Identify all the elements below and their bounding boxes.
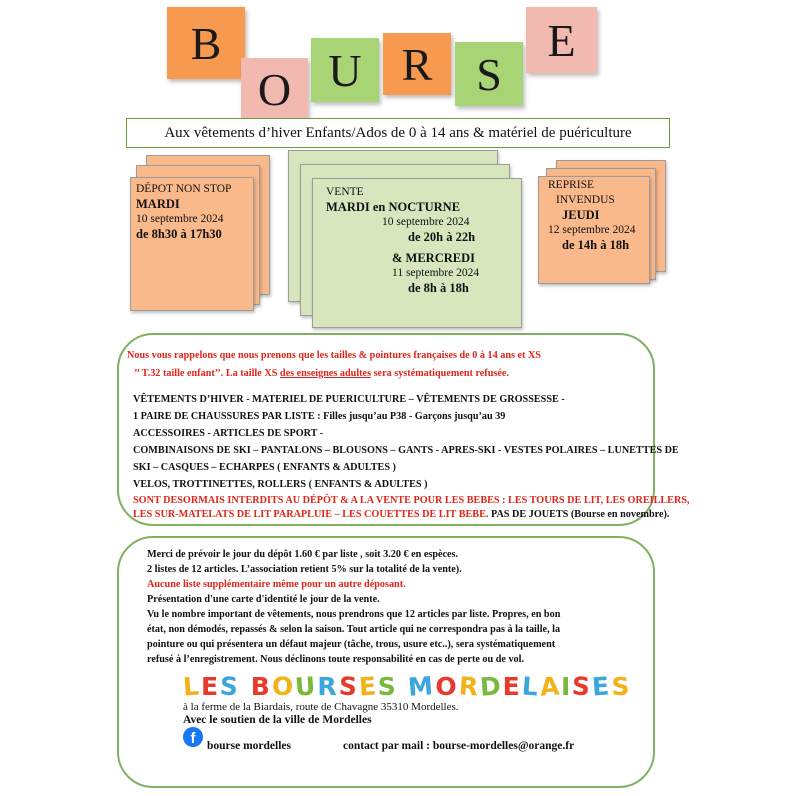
vente-label: VENTE <box>326 186 364 198</box>
rules-line3: ACCESSOIRES - ARTICLES DE SPORT - <box>133 428 324 439</box>
vente-text <box>326 185 516 296</box>
rules-line8-forbidden: LES SUR-MATELATS DE LIT PARAPLUIE – LES COUETTES DE LIT BEBE. <box>133 509 489 520</box>
logo-letter: S <box>219 671 242 702</box>
contact-email[interactable]: contact par mail : bourse-mordelles@orange.fr <box>343 740 575 752</box>
subtitle-text: Aux vêtements d’hiver Enfants/Ados de 0 à 14 ans & matériel de puériculture <box>164 124 632 141</box>
logo-letter: U <box>294 671 319 702</box>
logo-letter: R <box>317 672 339 701</box>
rules-line8-toys: PAS DE JOUETS (Bourse en novembre). <box>488 509 670 520</box>
rules-warning-underlined: des enseignes adultes <box>279 368 372 379</box>
logo-letter: D <box>478 671 504 702</box>
rules-line7: SONT DESORMAIS INTERDITS AU DÉPÔT & A LA VENTE POUR LES BEBES : LES TOURS DE LIT, LES OREILLERS, <box>133 495 690 506</box>
footer-support: Avec le soutien de la ville de Mordelles <box>183 714 372 726</box>
depot-date: 10 septembre 2024 <box>136 213 224 225</box>
logo-letter: E <box>357 671 379 702</box>
rules-line8 <box>133 509 669 521</box>
logo-letter: L <box>182 671 202 702</box>
rules-warning-line2 <box>134 368 509 380</box>
conditions-line1: Merci de prévoir le jour du dépôt 1.60 € par liste , soit 3.20 € en espèces. <box>147 549 459 560</box>
reprise-date: 12 septembre 2024 <box>548 224 636 236</box>
logo-letter: S <box>611 672 632 701</box>
conditions-line8: refusé à l’enregistrement. Nous déclinons toute responsabilité en cas de perte ou de vol. <box>147 654 525 665</box>
bourses-mordelaises-logo <box>183 672 631 701</box>
rules-line6: VELOS, TROTTINETTES, ROLLERS ( ENFANTS & ADULTES ) <box>133 479 428 490</box>
logo-letter: E <box>200 672 221 701</box>
rules-line1: VÊTEMENTS D’HIVER - MATERIEL DE PUERICULTURE – VÊTEMENTS DE GROSSESSE - <box>133 394 565 405</box>
facebook-glyph: f <box>190 730 196 747</box>
reprise-hours: de 14h à 18h <box>562 238 630 252</box>
logo-letter: E <box>591 671 613 702</box>
rules-warning-line1: Nous vous rappelons que nous prenons que les tailles & pointures françaises de 0 à 14 ans et XS <box>127 350 541 361</box>
rules-line4: COMBINAISONS DE SKI – PANTALONS – BLOUSONS – GANTS - APRES-SKI - VESTES POLAIRES – LUNETTES DE <box>133 445 679 456</box>
logo-letter: I <box>561 672 573 701</box>
vente-date2: 11 septembre 2024 <box>392 267 480 279</box>
subtitle-banner <box>126 118 670 148</box>
logo-letter: O <box>270 671 297 702</box>
conditions-line6: état, non démodés, repassés & selon la saison. Tout article qui ne correspondra pas à la taille, la <box>147 624 561 635</box>
logo-letter: S <box>571 671 594 702</box>
facebook-link[interactable]: bourse mordelles <box>207 740 292 752</box>
title-letter-u: U <box>311 38 379 102</box>
logo-letter: E <box>502 672 522 701</box>
reprise-day: JEUDI <box>562 208 600 222</box>
vente-day: MARDI en NOCTURNE <box>326 200 461 214</box>
depot-line1: DÉPOT NON STOP <box>136 183 232 195</box>
logo-letter: S <box>337 671 360 702</box>
logo-letter: M <box>407 671 437 702</box>
vente-day2: & MERCREDI <box>392 251 475 265</box>
conditions-line4: Présentation d'une carte d'identité le jour de la vente. <box>147 594 380 605</box>
conditions-line3: Aucune liste supplémentaire même pour un autre déposant. <box>147 579 406 590</box>
title-letter-e: E <box>526 7 597 73</box>
vente-hours2: de 8h à 18h <box>408 281 469 295</box>
reprise-sub: INVENDUS <box>556 194 615 206</box>
reprise-label: REPRISE <box>548 179 595 191</box>
title-letter-b: B <box>167 7 245 79</box>
depot-text <box>136 182 231 242</box>
depot-hours: de 8h30 à 17h30 <box>136 227 222 241</box>
vente-hours1: de 20h à 22h <box>408 230 476 244</box>
conditions-line7: pointure ou qui présentera un défaut majeur (tâche, trous, usure etc..), sera systématiquement <box>147 639 556 650</box>
vente-date1: 10 septembre 2024 <box>382 216 470 228</box>
reprise-text <box>548 178 636 253</box>
logo-letter: B <box>250 672 272 701</box>
logo-letter: S <box>377 672 398 701</box>
rules-warning-part1: ’’ T.32 taille enfant’’. La taille XS <box>134 368 280 379</box>
footer-address: à la ferme de la Biardais, route de Chavagne 35310 Mordelles. <box>183 701 459 713</box>
title-letter-r: R <box>383 33 451 95</box>
title-letter-s: S <box>455 42 523 106</box>
logo-letter: R <box>457 671 481 702</box>
conditions-line2: 2 listes de 12 articles. L’association retient 5% sur la totalité de la vente). <box>147 564 462 575</box>
rules-line2: 1 PAIRE DE CHAUSSURES PAR LISTE : Filles jusqu’au P38 - Garçons jusqu’au 39 <box>133 411 506 422</box>
conditions-line5: Vu le nombre important de vêtements, nous prendrons que 12 articles par liste. Propres, en bon <box>147 609 561 620</box>
logo-letter: L <box>520 671 541 702</box>
facebook-icon[interactable] <box>183 727 203 747</box>
logo-letter: A <box>538 671 563 702</box>
rules-warning-part3: sera systématiquement refusée. <box>371 368 509 379</box>
title-letter-o: O <box>241 58 308 120</box>
rules-line5: SKI – CASQUES – ECHARPES ( ENFANTS & ADULTES ) <box>133 462 396 473</box>
depot-day: MARDI <box>136 197 180 211</box>
logo-letter: O <box>435 672 459 701</box>
